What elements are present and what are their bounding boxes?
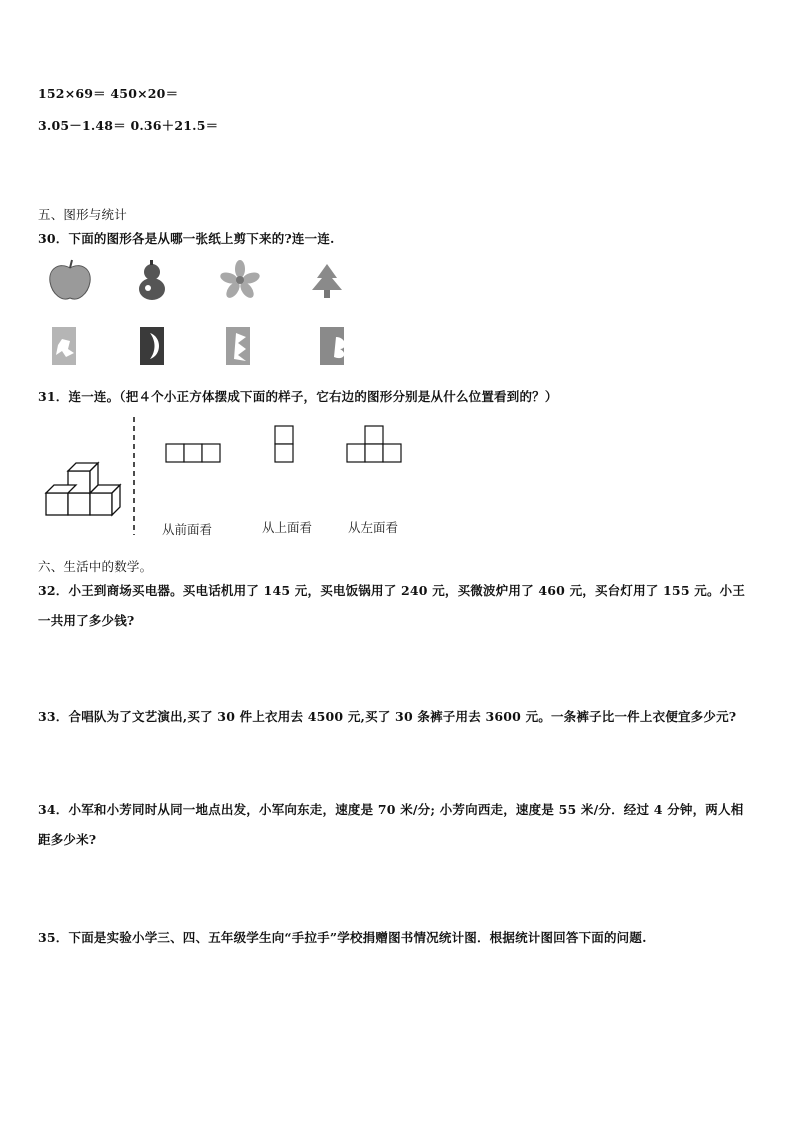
view-diagrams — [160, 422, 420, 467]
cutout-shapes-row — [40, 258, 380, 308]
tree-shape-icon — [312, 264, 342, 298]
calc-row-2: 3.05－1.48＝ 0.36＋21.5＝ — [38, 118, 219, 133]
left-view-diagram — [347, 426, 401, 462]
caption-front-view: 从前面看 — [162, 522, 213, 537]
question-33: 33．合唱队为了文艺演出,买了 30 件上衣用去 4500 元,买了 30 条裤子用去 3600 元。一条裤子比一件上衣便宜多少元? — [38, 709, 737, 724]
paper-sheet-1-icon — [52, 327, 76, 365]
question-30: 30．下面的图形各是从哪一张纸上剪下来的?连一连. — [38, 231, 335, 246]
section-5-title: 五、图形与统计 — [38, 207, 127, 222]
question-31: 31．连一连。（把４个小正方体摆成下面的样子，它右边的图形分别是从什么位置看到的？） — [38, 389, 558, 404]
paper-sheet-2-icon — [140, 327, 164, 365]
paper-sheets-row — [40, 325, 380, 369]
paper-sheet-4-icon — [320, 327, 345, 365]
cube-stack-figure — [44, 415, 144, 540]
caption-left-view: 从左面看 — [348, 520, 399, 535]
question-35: 35．下面是实验小学三、四、五年级学生向“手拉手”学校捐赠图书情况统计图．根据统计图回答下面的问题. — [38, 930, 647, 945]
top-view-diagram — [275, 426, 293, 462]
section-6-title: 六、生活中的数学。 — [38, 559, 153, 574]
front-view-diagram — [166, 444, 220, 462]
question-32: 32．小王到商场买电器。买电话机用了 145 元，买电饭锅用了 240 元，买微波炉用了 460 元，买台灯用了 155 元。小王一共用了多少钱? — [38, 583, 746, 628]
calc-row-1: 152×69＝ 450×20＝ — [38, 86, 179, 101]
apple-shape-icon — [50, 260, 90, 299]
gourd-shape-icon — [139, 260, 165, 300]
caption-top-view: 从上面看 — [262, 520, 313, 535]
question-34: 34．小军和小芳同时从同一地点出发，小军向东走，速度是 70 米/分; 小芳向西走，速度是 55 米/分．经过 4 分钟，两人相距多少米? — [38, 802, 744, 847]
flower-shape-icon — [219, 260, 261, 300]
paper-sheet-3-icon — [226, 327, 250, 365]
